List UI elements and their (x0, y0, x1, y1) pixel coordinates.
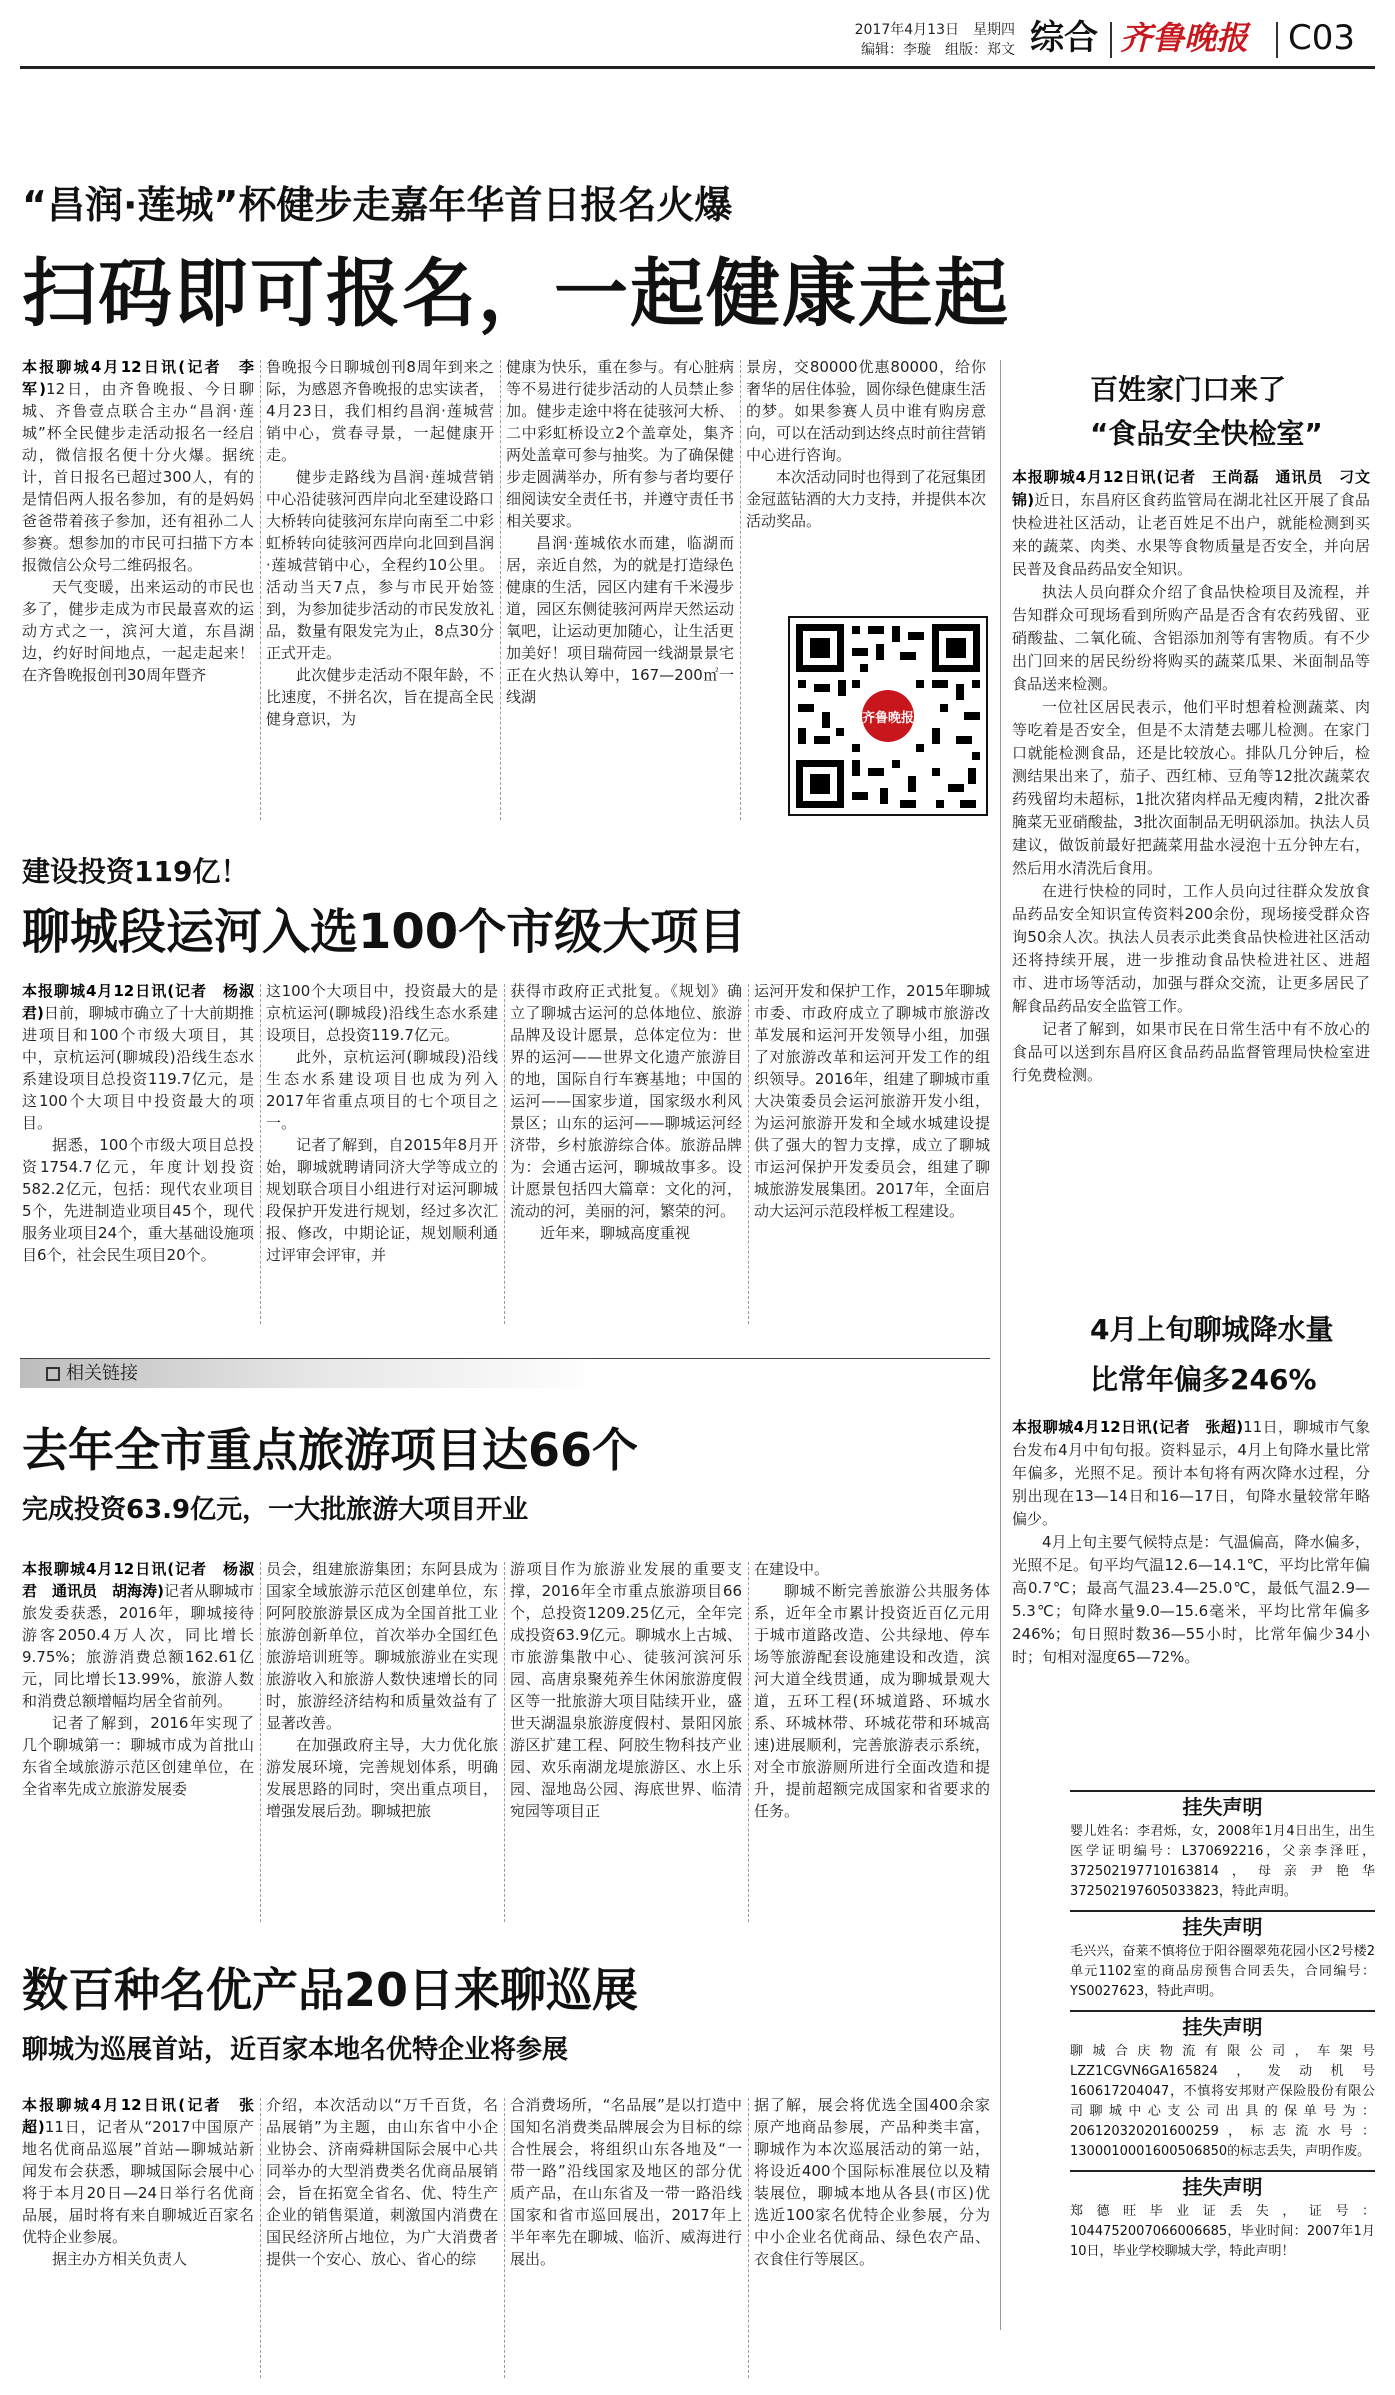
notice-2: 挂失声明 毛兴兴，奋莱不慎将位于阳谷圈翠苑花园小区2号楼2单元1102室的商品房预售合同丢失，合同编号：YS0027623，特此声明。 (1070, 1910, 1375, 2002)
right-column-sep (1000, 360, 1001, 2330)
designer: 组版：郑文 (945, 42, 1015, 58)
a1-sep1 (260, 360, 261, 820)
a3-col4: 在建设中。 聊城不断完善旅游公共服务体系，近年全市累计投资近百亿元用于城市道路改造、公共绿地、停车场等旅游配套设施建设和改造，滨河大道全线贯通，成为聊城景观大道，五环工程(环城道路、环城水系、环城林带、环城花带和环城高速)进展顺利，完善旅游表示系统，对全市旅游厕所进行全面改造和提升，提前超额完成国家和省要求的任务。 (754, 1560, 990, 1820)
section-name: 综合 (1030, 18, 1098, 58)
a4-subtitle: 聊城为巡展首站，近百家本地名优特企业将参展 (22, 2035, 569, 2065)
a1-col2: 鲁晚报今日聊城创刊8周年到来之际，为感恩齐鲁晚报的忠实读者，4月23日，我们相约昌润·莲城营销中心，赏春寻景，一起健康开走。 健步走路线为昌润·莲城营销中心沿徒骇河西岸向北至建设路口大桥转向徒骇河东岸向南至二中彩虹桥转向徒骇河西岸向北回到昌润·莲城营销中心，全程约10公里。活动当天7点，参与市民开始签到，为参加徒步活动的市民发放礼品，数量有限发完为止，8点30分正式开走。 此次健步走活动不限年龄，不比速度，不拼名次，旨在提高全民健身意识，为 (266, 358, 494, 728)
a2-sep2 (504, 984, 505, 1324)
a2-kicker: 建设投资119亿！ (22, 855, 249, 888)
a3-title: 去年全市重点旅游项目达66个 (22, 1423, 639, 1477)
a3-col1: 本报聊城4月12日讯(记者 杨淑君 通讯员 胡海涛)记者从聊城市旅发委获悉，2016年，聊城接待游客2050.4万人次，同比增长9.75%；旅游消费总额162.61亿元，同比增长13.99%，旅游人数和消费总额增幅均居全省前列。 记者了解到，2016年实现了几个聊城第一：聊城市成为首批山东省全域旅游示范区创建单位，在全省率先成立旅游发展委 (22, 1560, 254, 1798)
qr-logo-text: 齐鲁晚报 (861, 711, 915, 726)
a4-title: 数百种名优产品20日来聊巡展 (22, 1963, 639, 2017)
a4-sep2 (504, 2098, 505, 2378)
notice-3: 挂失声明 聊城合庆物流有限公司，车架号LZZ1CGVN6GA165824，发动机号160617204047，不慎将安邦财产保险股份有限公司聊城中心支公司出具的保单号为：206120320201600259，标志流水号：1300010001600506850的标志丢失，声明作废。 (1070, 2010, 1375, 2162)
a2-col4: 运河开发和保护工作，2015年聊城市委、市政府成立了聊城市旅游改革发展和运河开发领导小组，加强了对旅游改革和运河开发工作的组织领导。2016年，组建了聊城市重大决策委员会运河旅游开发小组，为运河旅游开发和全域水城建设提供了强大的智力支撑，成立了聊城市运河保护开发委员会，组建了聊城旅游发展集团。2017年，全面启动大运河示范段样板工程建设。 (754, 982, 990, 1220)
a4-sep3 (748, 2098, 749, 2378)
a2-title: 聊城段运河入选100个市级大项目 (22, 904, 747, 960)
a4-col3: 合消费场所，“名品展”是以打造中国知名消费类品牌展会为目标的综合性展会，将组织山东各地及“一带一路”沿线国家及地区的部分优质产品，在山东省及一带一路沿线国家和省市巡回展出，2017年上半年率先在聊城、临沂、威海进行展出。 (510, 2096, 742, 2268)
issue-weekday: 星期四 (973, 22, 1015, 38)
header-rule (20, 66, 1375, 69)
side1-body: 本报聊城4月12日讯(记者 王尚磊 通讯员 刁文锦)近日，东昌府区食药监管局在湖北社区开展了食品快检进社区活动，让老百姓足不出户，就能检测到买来的蔬菜、肉类、水果等食物质量是否安全，并向居民普及食品药品安全知识。 执法人员向群众介绍了食品快检项目及流程，并告知群众可现场看到所购产品是否含有农药残留、亚硝酸盐、二氧化硫、含铝添加剂等有害物质。有不少出门回来的居民纷纷将购买的蔬菜瓜果、米面制品等食品送来检测。 一位社区居民表示，他们平时想着检测蔬菜、肉等吃着是否安全，但是不太清楚去哪儿检测。在家门口就能检测食品，还是比较放心。排队几分钟后，检测结果出来了，茄子、西红柿、豆角等12批次蔬菜农药残留均未超标，1批次猪肉样品无瘦肉精，2批次番腌菜无亚硝酸盐，3批次面制品无明矾添加。执法人员建议，做饭前最好把蔬菜用盐水浸泡十五分钟左右，然后用水清洗后食用。 在进行快检的同时，工作人员向过往群众发放食品药品安全知识宣传资料200余份，现场接受群众咨询50余人次。执法人员表示此类食品快检进社区活动还将持续开展，进一步推动食品快检进社区、进超市、进市场等活动，加强与群众交流，让更多居民了解食品药品安全监管工作。 记者了解到，如果市民在日常生活中有不放心的食品可以送到东昌府区食品药品监督管理局快检室进行免费检测。 (1012, 468, 1370, 1084)
a1-col1: 本报聊城4月12日讯(记者 李军)12日，由齐鲁晚报、今日聊城、齐鲁壹点联合主办“昌润·莲城”杯全民健步走活动报名一经启动，微信报名便十分火爆。据统计，首日报名已超过300人，有的是情侣两人报名参加，有的是妈妈爸爸带着孩子参加，还有祖孙二人参赛。想参加的市民可扫描下方本报微信公众号二维码报名。 天气变暖，出来运动的市民也多了，健步走成为市民最喜欢的运动方式之一，滨河大道，东昌湖边，约好时间地点，一起走起来！在齐鲁晚报创刊30周年暨齐 (22, 358, 254, 684)
notice-4: 挂失声明 郑德旺毕业证丢失，证号：1044752007066006685，毕业时间：2007年1月10日，毕业学校聊城大学，特此声明！ (1070, 2170, 1375, 2262)
qr-code[interactable] (788, 616, 988, 816)
side2-body: 本报聊城4月12日讯(记者 张超)11日，聊城市气象台发布4月中旬句报。资料显示，4月上旬降水量比常年偏多，光照不足。预计本旬将有两次降水过程，分别出现在13—14日和16—17日，旬降水量较常年略偏少。 4月上旬主要气候特点是：气温偏高，降水偏多，光照不足。旬平均气温12.6—14.1℃，平均比常年偏高0.7℃；最高气温23.4—25.0℃，最低气温2.9—5.3℃；旬降水量9.0—15.6毫米，平均比常年偏多246%；旬日照时数36—55小时，比常年偏少34小时；旬相对湿度65—72%。 (1012, 1418, 1370, 1666)
a4-col1: 本报聊城4月12日讯(记者 张超)11日，记者从“2017中国原产地名优商品巡展”首站—聊城站新闻发布会获悉，聊城国际会展中心将于本月20日—24日举行名优商品展，届时将有来自聊城近百家名优特企业参展。 据主办方相关负责人 (22, 2096, 254, 2268)
page-number: C03 (1288, 18, 1356, 58)
a3-sep2 (504, 1562, 505, 1922)
notice-1: 挂失声明 婴儿姓名：李君烁，女，2008年1月4日出生，出生医学证明编号：L370692216，父亲李泽旺，372502197710163814，母亲尹艳华372502197605033823，特此声明。 (1070, 1790, 1375, 1902)
notices (1070, 1790, 1375, 2262)
a4-col2: 介绍，本次活动以“万千百货，名品展销”为主题，由山东省中小企业协会、济南舜耕国际会展中心共同举办的大型消费类名优商品展销会，旨在拓宽全省名、优、特生产企业的销售渠道，刺激国内消费在国民经济所占地位，为广大消费者提供一个安心、放心、省心的综 (266, 2096, 498, 2268)
qr-code-graphic (790, 618, 986, 814)
a3-sep3 (748, 1562, 749, 1922)
a4-col4: 据了解，展会将优选全国400余家原产地商品参展，产品种类丰富，聊城作为本次巡展活动的第一站，将设近400个国际标准展位以及精装展位，聊城本地从各县(市区)优选近100家名优特企业参展，分为中小企业名优商品、绿色农产品、衣食住行等展区。 (754, 2096, 990, 2268)
a1-kicker: “昌润·莲城”杯健步走嘉年华首日报名火爆 (22, 183, 733, 227)
a2-sep1 (260, 984, 261, 1324)
a1-col4: 景房，交80000优惠80000，给你奢华的居住体验，圆你绿色健康生活的梦。如果参赛人员中谁有购房意向，可以在活动到达终点时前往营销中心进行咨询。 本次活动同时也得到了花冠集团金冠蓝钻酒的大力支持，并提供本次活动奖品。 (746, 358, 986, 530)
a1-title: 扫码即可报名，一起健康走起 (22, 251, 1010, 337)
a1-sep3 (740, 360, 741, 820)
a2-col1: 本报聊城4月12日讯(记者 杨淑君)日前，聊城市确立了十大前期推进项目和100个市级大项目，其中，京杭运河(聊城段)沿线生态水系建设项目总投资119.7亿元，是这100个大项目中投资最大的项目。 据悉，100个市级大项目总投资1754.7亿元，年度计划投资582.2亿元，包括：现代农业项目5个，先进制造业项目45个，现代服务业项目24个，重大基础设施项目6个，社会民生项目20个。 (22, 982, 254, 1264)
a3-subtitle: 完成投资63.9亿元，一大批旅游大项目开业 (22, 1495, 529, 1525)
header-meta (840, 20, 1015, 60)
side1-title-2: “食品安全快检室” (1090, 417, 1323, 450)
a2-col2: 这100个大项目中，投资最大的是京杭运河(聊城段)沿线生态水系建设项目，总投资119.7亿元。 此外，京杭运河(聊城段)沿线生态水系建设项目也成为列入2017年省重点项目的七个项目之一。 记者了解到，自2015年8月开始，聊城就聘请同济大学等成立的规划联合项目小组进行对运河聊城段保护开发进行规划，经过多次汇报、修改，中期论证，规划顺利通过评审会评审，并 (266, 982, 498, 1264)
a2-sep3 (748, 984, 749, 1324)
a1-col3: 健康为快乐，重在参与。有心脏病等不易进行徒步活动的人员禁止参加。健步走途中将在徒骇河大桥、二中彩虹桥设立2个盖章处，集齐两处盖章可参与抽奖。为了确保健步走圆满举办，所有参与者均要仔细阅读安全责任书，并遵守责任书相关要求。 昌润·莲城依水而建，临湖而居，亲近自然，为的就是打造绿色健康的生活，园区内建有千米漫步道，园区东侧徒骇河两岸天然运动氧吧，让运动更加随心，让生活更加美好！项目瑞荷园一线湖景景宅正在火热认筹中，167—200㎡一线湖 (506, 358, 734, 706)
issue-date: 2017年4月13日 (854, 22, 959, 38)
related-link-icon (46, 1367, 60, 1381)
a3-col2: 员会，组建旅游集团；东阿县成为国家全域旅游示范区创建单位，东阿阿胶旅游景区成为全国首批工业旅游创新单位，首次举办全国红色旅游培训班等。聊城旅游业在实现旅游收入和旅游人数快速增长的同时，旅游经济结构和质量效益有了显著改善。 在加强政府主导，大力优化旅游发展环境，完善规划体系，明确发展思路的同时，突出重点项目，增强发展后劲。聊城把旅 (266, 1560, 498, 1820)
side1-title-1: 百姓家门口来了 (1090, 373, 1287, 406)
header-divider-1 (1110, 22, 1112, 58)
a3-col3: 游项目作为旅游业发展的重要支撑，2016年全市重点旅游项目66个，总投资1209.25亿元，全年完成投资63.9亿元。聊城水上古城、市旅游集散中心、徒骇河滨河乐园、高唐泉聚苑养生休闲旅游度假区等一批旅游大项目陆续开业，盛世天湖温泉旅游度假村、景阳冈旅游区扩建工程、阿胶生物科技产业园、欢乐南湖龙堤旅游区、水上乐园、湿地岛公园、海底世界、临清宛园等项目正 (510, 1560, 742, 1820)
a4-sep1 (260, 2098, 261, 2378)
related-link-label: 相关链接 (66, 1363, 138, 1384)
paper-logo: 齐鲁晚报 (1120, 19, 1249, 57)
header-divider-2 (1276, 22, 1278, 58)
side2-title-2: 比常年偏多246% (1090, 1363, 1317, 1396)
a2-col3: 获得市政府正式批复。《规划》确立了聊城古运河的总体地位、旅游品牌及设计愿景，总体定位为：世界的运河——世界文化遗产旅游目的地，国际自行车赛基地；中国的运河——国家步道，国家级水利风景区；山东的运河——聊城运河经济带，乡村旅游综合体。旅游品牌为：会通古运河，聊城故事多。设计愿景包括四大篇章：文化的河，流动的河，美丽的河，繁荣的河。 近年来，聊城高度重视 (510, 982, 742, 1242)
a1-sep2 (500, 360, 501, 820)
related-link[interactable] (20, 1358, 990, 1388)
editor: 编辑：李璇 (861, 42, 931, 58)
a3-sep1 (260, 1562, 261, 1922)
side2-title-1: 4月上旬聊城降水量 (1090, 1313, 1334, 1346)
